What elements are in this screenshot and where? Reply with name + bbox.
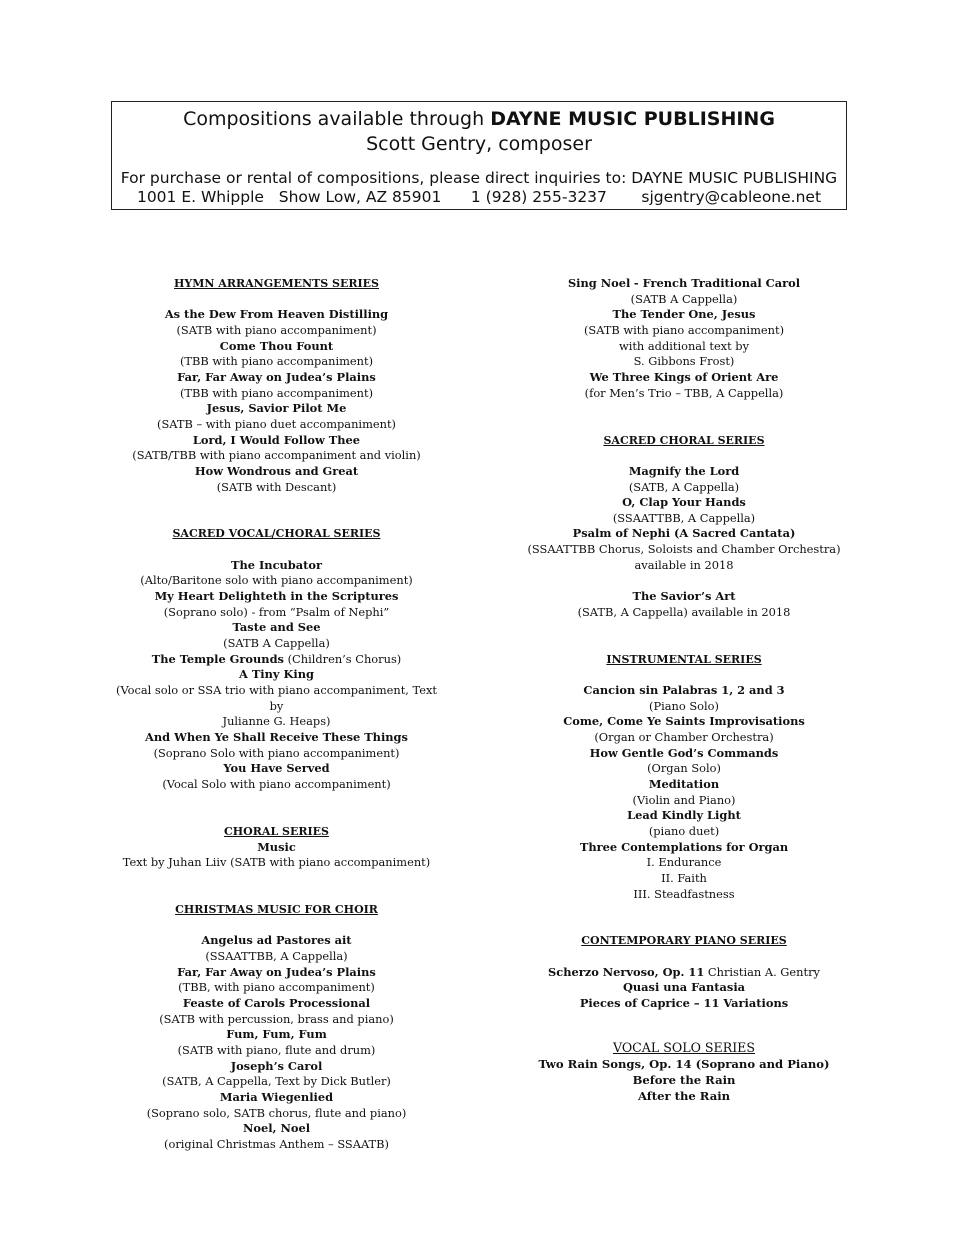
inquiry-line: For purchase or rental of compositions, please direct inquiries to: DAYNE MUSIC PUBLISHING [120, 169, 838, 187]
work-title: Pieces of Caprice – 11 Variations [579, 996, 789, 1011]
work-note: (SATB – with piano duet accompaniment) [157, 416, 396, 431]
address: 1001 E. Whipple [136, 188, 264, 206]
work-title: Two Rain Songs, Op. 14 (Soprano and Piano) [538, 1056, 830, 1071]
work-note: (Organ or Chamber Orchestra) [594, 729, 774, 744]
work-title: Come, Come Ye Saints Improvisations [563, 714, 805, 729]
work-note: Christian A. Gentry [707, 964, 820, 979]
work-title: You Have Served [223, 761, 330, 776]
work-note: (SATB with percussion, brass and piano) [159, 1011, 394, 1026]
work-note: (SATB, A Cappella) available in 2018 [577, 604, 791, 619]
work-note: (SATB, A Cappella, Text by Dick Butler) [162, 1074, 391, 1089]
work-title: Far, Far Away on Judea’s Plains [177, 964, 376, 979]
work-entry [520, 276, 848, 292]
work-entry [520, 965, 848, 981]
section-heading-instrumental: INSTRUMENTAL SERIES [606, 652, 762, 666]
work-note: (SSAATTBB, A Cappella) [205, 949, 348, 964]
work-note: - French Traditional Carol [633, 276, 801, 290]
work-note: (SSAATTBB Chorus, Soloists and Chamber Orchestra) [527, 542, 841, 557]
work-note: (Organ Solo) [647, 761, 721, 776]
work-title: Taste and See [232, 620, 321, 635]
section-heading-christmas: CHRISTMAS MUSIC FOR CHOIR [175, 903, 378, 917]
work-title: Noel, Noel [242, 1121, 311, 1136]
section-heading-hymn: HYMN ARRANGEMENTS SERIES [173, 277, 379, 290]
work-title: Quasi una Fantasia [622, 980, 746, 995]
work-note: III. Steadfastness [633, 886, 735, 901]
work-title: A Tiny King [239, 667, 314, 682]
work-note: (SATB, A Cappella) [628, 479, 740, 494]
work-note: (Soprano solo, SATB chorus, flute and piano) [146, 1105, 407, 1120]
work-title: After the Rain [637, 1088, 731, 1103]
work-title: As the Dew From Heaven Distilling [164, 307, 389, 322]
work-title: Scherzo Nervoso, Op. 11 [548, 964, 705, 979]
work-note: (SATB/TBB with piano accompaniment and violin) [132, 448, 421, 463]
work-note: (Children’s Chorus) [287, 651, 402, 666]
work-note: (TBB with piano accompaniment) [179, 385, 374, 400]
work-title: Three Contemplations for Organ [579, 839, 789, 854]
work-title: How Gentle God’s Commands [589, 745, 779, 760]
work-entry [110, 652, 443, 668]
work-title: And When Ye Shall Receive These Things [145, 729, 408, 744]
work-note: (SSAATTBB, A Cappella) [612, 510, 756, 525]
work-title: Lord, I Would Follow Thee [192, 432, 361, 447]
section-heading-piano: CONTEMPORARY PIANO SERIES [581, 934, 787, 948]
work-note: Text by Juhan Liiv (SATB with piano accompaniment) [122, 855, 431, 870]
work-note: with additional text by [618, 338, 750, 353]
work-title: Feaste of Carols Processional [182, 996, 371, 1011]
work-note: (Vocal solo or SSA trio with piano accompaniment, Text by [116, 683, 437, 713]
header-box [111, 101, 847, 210]
work-title: Come Thou Fount [219, 338, 334, 353]
work-note: available in 2018 [634, 557, 734, 572]
section-heading-vocal-choral: SACRED VOCAL/CHORAL SERIES [172, 527, 381, 541]
city: Show Low, AZ 85901 [278, 188, 442, 206]
phone: 1 (928) 255-3237 [470, 188, 607, 206]
work-title: O, Clap Your Hands [622, 495, 746, 510]
work-title: Maria Wiegenlied [219, 1090, 334, 1105]
work-note: (SATB with piano accompaniment) [176, 322, 377, 337]
work-note: (Soprano Solo with piano accompaniment) [153, 745, 400, 760]
work-note: (SATB with piano accompaniment) [583, 322, 785, 337]
composer-line: Scott Gentry, composer [366, 133, 592, 155]
work-note: (Piano Solo) [649, 698, 719, 713]
work-note: (TBB, with piano accompaniment) [178, 980, 375, 995]
work-title: Music [257, 839, 296, 854]
work-note: S. Gibbons Frost) [633, 354, 735, 369]
work-title: Cancion sin Palabras 1, 2 and 3 [583, 682, 785, 697]
work-note: II. Faith [661, 870, 707, 885]
work-title: Sing Noel [567, 276, 631, 290]
work-title: The Temple Grounds [151, 651, 284, 666]
work-note: (SATB A Cappella) [223, 636, 330, 651]
work-note: (Alto/Baritone solo with piano accompaniment) [140, 573, 413, 588]
work-title: Angelus ad Pastores ait [201, 933, 352, 948]
header-title [112, 106, 846, 132]
work-note: (original Christmas Anthem – SSAATB) [164, 1137, 389, 1151]
work-title: How Wondrous and Great [194, 463, 359, 478]
section-heading-vocal-solo: VOCAL SOLO SERIES [612, 1039, 756, 1055]
work-note: (Vocal Solo with piano accompaniment) [162, 776, 391, 791]
section-heading-choral: CHORAL SERIES [224, 824, 329, 838]
work-title: Psalm of Nephi (A Sacred Cantata) [572, 526, 796, 541]
right-column [520, 276, 848, 1104]
work-note: Julianne G. Heaps) [222, 714, 331, 729]
work-title: The Savior’s Art [632, 589, 736, 604]
work-title: The Tender One, Jesus [612, 307, 756, 322]
work-title: Lead Kindly Light [627, 808, 741, 823]
header-title-prefix: Compositions available through [183, 108, 485, 130]
work-title: Before the Rain [632, 1072, 736, 1087]
work-note: (SATB with Descant) [216, 479, 337, 494]
work-note: (SATB with piano, flute and drum) [177, 1043, 376, 1058]
work-title: My Heart Delighteth in the Scriptures [154, 589, 399, 604]
work-title: Magnify the Lord [628, 463, 740, 478]
contact-line [112, 188, 846, 207]
work-title: Jesus, Savior Pilot Me [206, 401, 347, 416]
work-title: The Incubator [230, 557, 322, 572]
work-note: (Soprano solo) - from “Psalm of Nephi” [163, 604, 390, 619]
work-title: Far, Far Away on Judea’s Plains [177, 369, 376, 384]
publisher-name: DAYNE MUSIC PUBLISHING [490, 108, 775, 130]
email-link[interactable]: sjgentry@cableone.net [641, 188, 822, 206]
work-note: (piano duet) [648, 823, 720, 838]
section-heading-sacred-choral: SACRED CHORAL SERIES [603, 433, 765, 447]
work-note: I. Endurance [646, 855, 722, 870]
work-note: (TBB with piano accompaniment) [179, 354, 374, 369]
work-title: We Three Kings of Orient Are [589, 369, 779, 384]
work-note: (for Men’s Trio – TBB, A Cappella) [584, 385, 784, 400]
work-title: Meditation [648, 776, 720, 791]
work-note: (SATB A Cappella) [630, 291, 738, 306]
work-title: Fum, Fum, Fum [226, 1027, 327, 1042]
work-note: (Violin and Piano) [632, 792, 736, 807]
left-column [110, 276, 443, 1153]
work-title: Joseph’s Carol [230, 1058, 323, 1073]
